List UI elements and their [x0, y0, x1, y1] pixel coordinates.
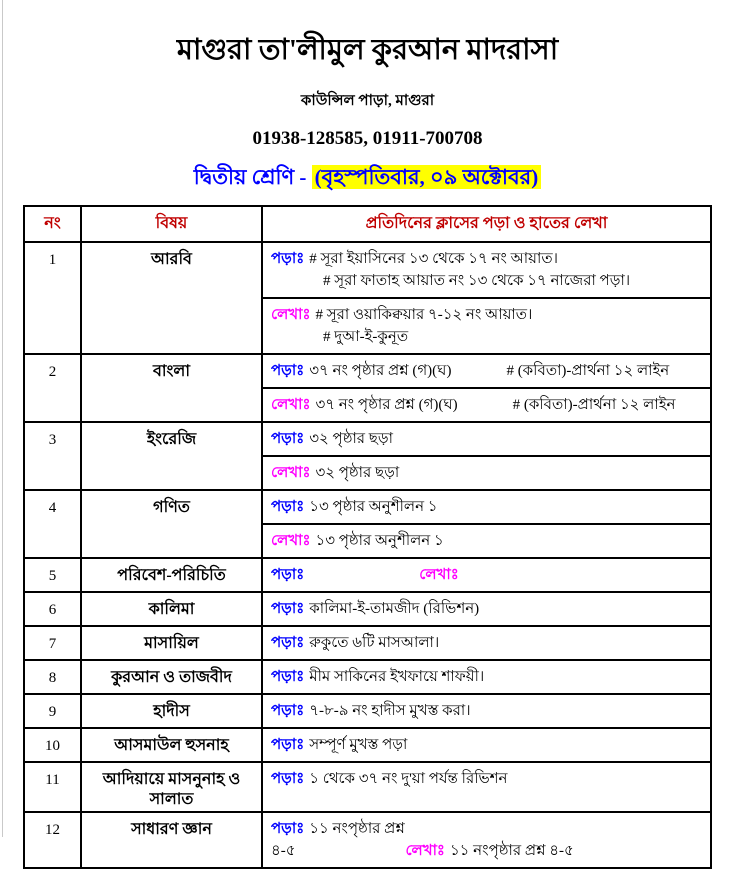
content-section [263, 695, 710, 727]
column-header-lessons: প্রতিদিনের ক্লাসের পড়া ও হাতের লেখা [262, 206, 711, 242]
pora-label: পড়াঃ [271, 737, 305, 753]
content-text: ৩৭ নং পৃষ্ঠার প্রশ্ন (গ)(ঘ) [309, 363, 452, 379]
subject-cell: পরিবেশ-পরিচিতি [81, 558, 262, 592]
lekha-label: লেখাঃ [271, 465, 311, 481]
lekha-label: লেখাঃ [271, 307, 311, 323]
content-text: সম্পূর্ণ মুখস্ত পড়া [309, 737, 408, 753]
table-body [24, 242, 711, 868]
phone-numbers: 01938-128585, 01911-700708 [252, 128, 483, 149]
content-text: ৭-৮-৯ নং হাদীস মুখস্ত করা। [309, 703, 471, 719]
pora-label: পড়াঃ [271, 703, 305, 719]
content-text: ৩২ পৃষ্ঠার ছড়া [315, 465, 400, 481]
row-number-cell: 7 [24, 626, 81, 660]
column-header-no: নং [24, 206, 81, 242]
content-text-line: # দুআ-ই-কুনূত [323, 329, 409, 345]
content-cell [262, 592, 711, 626]
school-title: মাগুরা তা'লীমুল কুরআন মাদরাসা [176, 34, 559, 66]
content-text: ১ থেকে ৩৭ নং দু'য়া পর্যন্ত রিভিশন [309, 771, 508, 787]
content-text: ১৩ পৃষ্ঠার অনুশীলন ১ [315, 533, 444, 549]
pora-label: পড়াঃ [271, 635, 305, 651]
pora-label: পড়াঃ [271, 601, 305, 617]
subject-cell: সাধারণ জ্ঞান [81, 812, 262, 868]
content-text: রুকুতে ৬টি মাসআলা। [309, 635, 440, 651]
pora-label: পড়াঃ [271, 251, 305, 267]
content-text: ১১ নংপৃষ্ঠার প্রশ্ন ৪-৫ [449, 843, 574, 859]
lekha-label: লেখাঃ [271, 533, 311, 549]
second-label-group [419, 567, 463, 583]
subject-cell: কুরআন ও তাজবীদ [81, 660, 262, 694]
content-cell [262, 660, 711, 694]
second-label-group [405, 843, 573, 859]
content-cell [262, 354, 711, 422]
content-text: # সূরা ইয়াসিনের ১৩ থেকে ১৭ নং আয়াত। [309, 251, 558, 267]
subject-cell: কালিমা [81, 592, 262, 626]
content-text: কালিমা-ই-তামজীদ (রিভিশন) [309, 601, 480, 617]
row-number-cell: 3 [24, 422, 81, 490]
pora-label: পড়াঃ [271, 363, 305, 379]
subject-cell: আরবি [81, 242, 262, 354]
table-header-row [24, 206, 711, 242]
content-text: ৩৭ নং পৃষ্ঠার প্রশ্ন (গ)(ঘ) [315, 397, 458, 413]
content-cell [262, 812, 711, 868]
content-section [263, 559, 710, 591]
table-row [24, 490, 711, 558]
pora-label: পড়াঃ [271, 821, 305, 837]
content-cell [262, 762, 711, 812]
table-row [24, 694, 711, 728]
content-cell [262, 242, 711, 354]
content-text-right: # (কবিতা)-প্রার্থনা ১২ লাইন [506, 363, 670, 379]
subject-cell: হাদীস [81, 694, 262, 728]
pora-label: পড়াঃ [271, 771, 305, 787]
table-row [24, 728, 711, 762]
table-row [24, 558, 711, 592]
content-cell [262, 626, 711, 660]
content-cell [262, 490, 711, 558]
content-section [263, 661, 710, 693]
content-section [263, 455, 710, 489]
subject-cell: আদিয়ায়ে মাসনুনাহ ও সালাত [81, 762, 262, 812]
class-date-line [0, 161, 735, 196]
content-section [263, 593, 710, 625]
table-row [24, 354, 711, 422]
pora-label: পড়াঃ [271, 499, 305, 515]
content-text: ১১ নংপৃষ্ঠার প্রশ্ন ৪-৫ [271, 821, 405, 859]
content-section [263, 491, 710, 523]
content-section [263, 243, 710, 297]
subject-cell: মাসায়িল [81, 626, 262, 660]
table-row [24, 626, 711, 660]
pora-label: পড়াঃ [271, 567, 305, 583]
content-section [263, 763, 710, 795]
row-number-cell: 9 [24, 694, 81, 728]
content-section [263, 627, 710, 659]
row-number-cell: 11 [24, 762, 81, 812]
subject-cell: আসমাউল হুসনাহ [81, 728, 262, 762]
lekha-label: লেখাঃ [405, 843, 445, 859]
table-row [24, 762, 711, 812]
table-row [24, 422, 711, 490]
content-cell [262, 694, 711, 728]
content-text: # সূরা ওয়াকিক্বয়ার ৭-১২ নং আয়াত। [315, 307, 533, 323]
content-section [263, 729, 710, 761]
page-left-edge [2, 0, 3, 837]
class-name-label: দ্বিতীয় শ্রেণি - [193, 165, 307, 189]
row-number-cell: 4 [24, 490, 81, 558]
pora-label: পড়াঃ [271, 431, 305, 447]
content-section [263, 355, 710, 387]
document-header [0, 0, 735, 196]
row-number-cell: 12 [24, 812, 81, 868]
row-number-cell: 10 [24, 728, 81, 762]
subject-cell: গণিত [81, 490, 262, 558]
row-number-cell: 5 [24, 558, 81, 592]
content-section [263, 813, 710, 867]
column-header-subject: বিষয় [81, 206, 262, 242]
subject-cell: বাংলা [81, 354, 262, 422]
content-cell [262, 422, 711, 490]
content-cell [262, 558, 711, 592]
row-number-cell: 6 [24, 592, 81, 626]
pora-label: পড়াঃ [271, 669, 305, 685]
table-row [24, 592, 711, 626]
row-number-cell: 2 [24, 354, 81, 422]
table-row [24, 812, 711, 868]
school-address: কাউন্সিল পাড়া, মাগুরা [300, 93, 435, 109]
homework-table [23, 205, 712, 869]
content-text-line: # সূরা ফাতাহ আয়াত নং ১৩ থেকে ১৭ নাজেরা পড়া। [323, 273, 631, 289]
content-section [263, 297, 710, 353]
content-section [263, 423, 710, 455]
table-row [24, 242, 711, 354]
row-number-cell: 1 [24, 242, 81, 354]
content-section [263, 387, 710, 421]
lekha-label: লেখাঃ [419, 567, 459, 583]
class-date-highlight: (বৃহস্পতিবার, ০৯ অক্টোবর) [312, 165, 542, 189]
row-number-cell: 8 [24, 660, 81, 694]
content-section [263, 523, 710, 557]
content-text: ১৩ পৃষ্ঠার অনুশীলন ১ [309, 499, 438, 515]
subject-cell: ইংরেজি [81, 422, 262, 490]
lekha-label: লেখাঃ [271, 397, 311, 413]
content-text-right: # (কবিতা)-প্রার্থনা ১২ লাইন [512, 397, 676, 413]
content-cell [262, 728, 711, 762]
content-text: ৩২ পৃষ্ঠার ছড়া [309, 431, 393, 447]
table-row [24, 660, 711, 694]
content-text: মীম সাকিনের ইখফায়ে শাফয়ী। [309, 669, 485, 685]
